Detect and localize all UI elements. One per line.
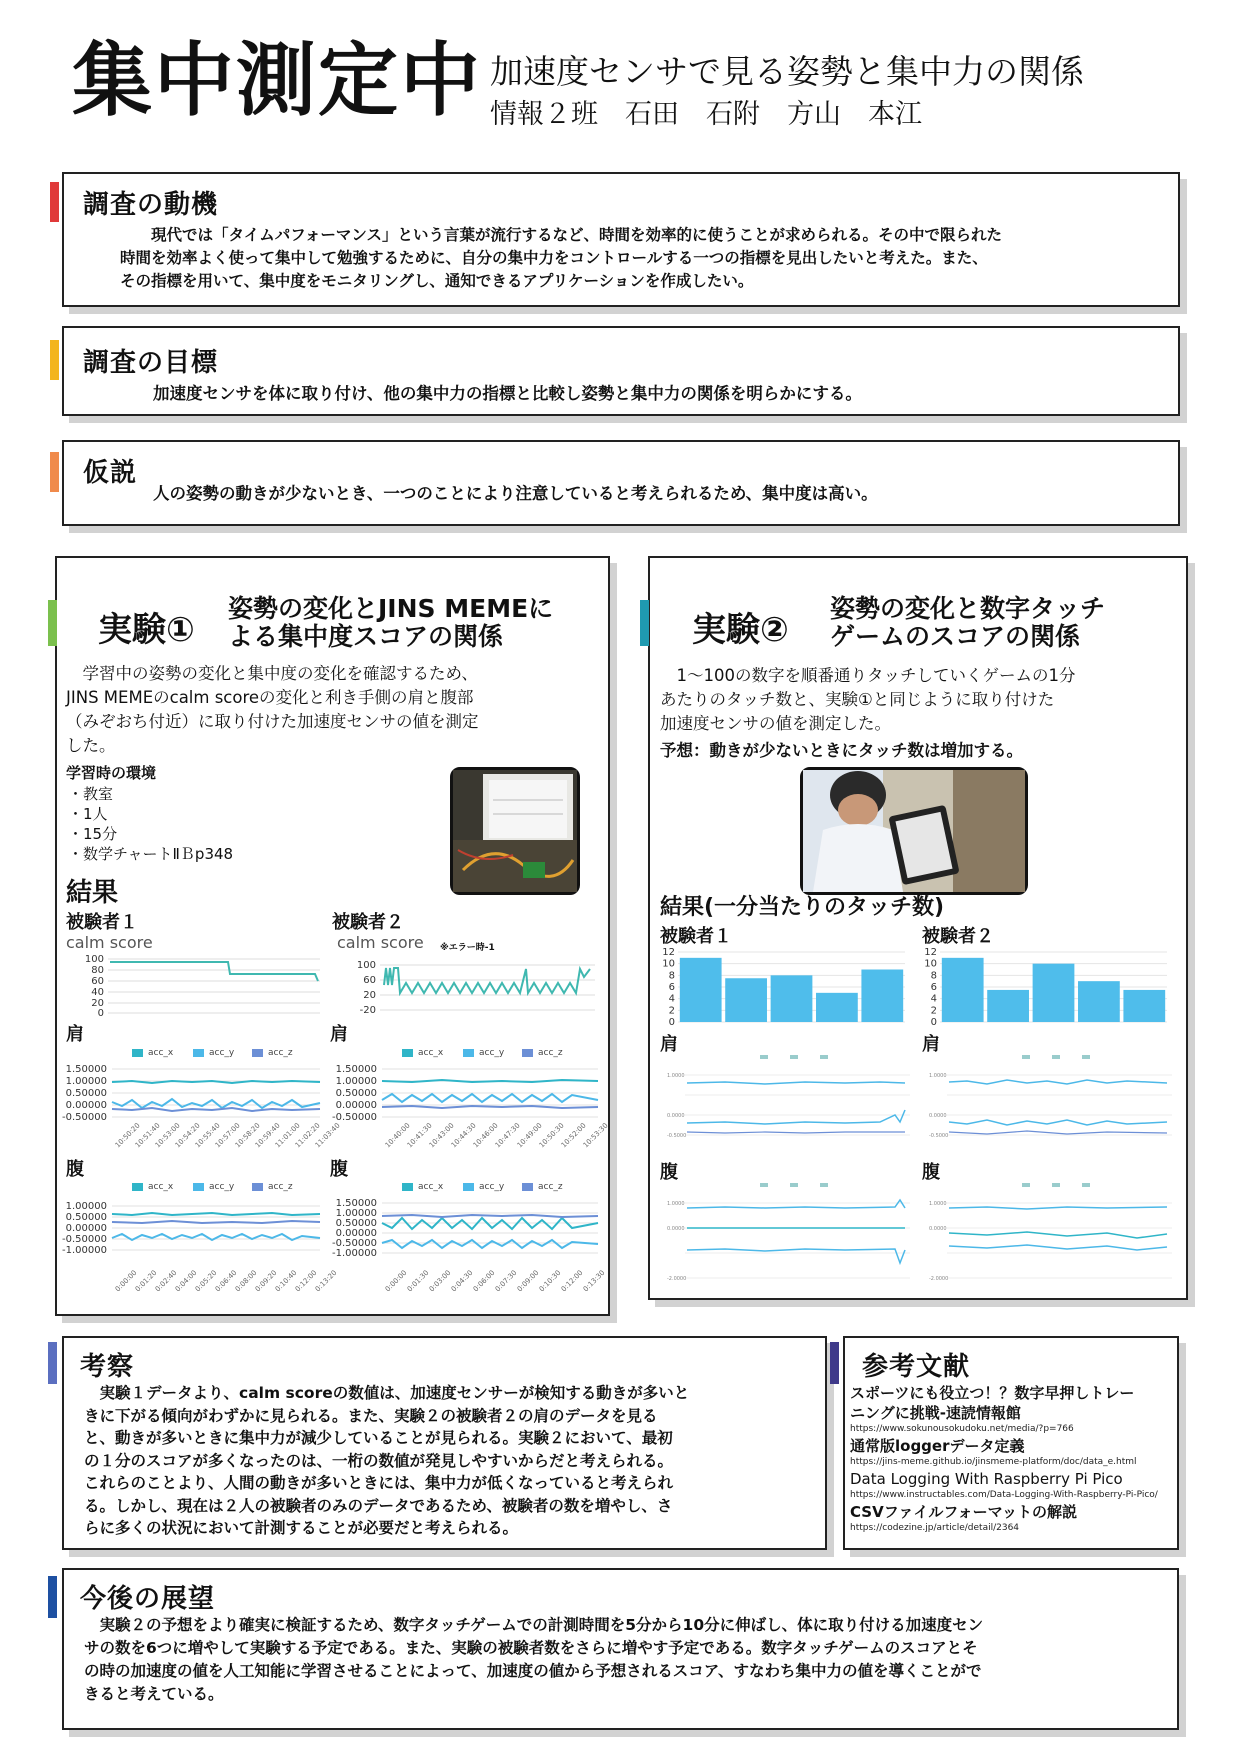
sh1-ytick: 1.50000 xyxy=(65,1064,107,1075)
discussion-title: 考察 xyxy=(80,1352,135,1382)
motivation-text: 現代では「タイムパフォーマンス」という言葉が流行するなど、時間を効率的に使うことが求められる。その中で限られた 時間を効率よく使って集中して勉強するために、自分の集中力をコントロールする一つの指標を見出したいと考えた。また、 その指標を用いて、集中度をモニタリングし、通知できるアプリケーションを作成したい。 xyxy=(120,226,1002,290)
calm1-ytick: 80 xyxy=(91,965,104,976)
touch2-ytick: 12 xyxy=(924,947,937,958)
exp1-env-item: ・15分 xyxy=(68,825,118,843)
svg-text:1.0000: 1.0000 xyxy=(929,1073,947,1079)
sh2-ytick: 0.50000 xyxy=(335,1088,377,1099)
calm2-ytick: 20 xyxy=(363,990,376,1001)
exp2-belly-chart-1 xyxy=(665,1178,915,1290)
exp1-result-label: 結果 xyxy=(66,878,119,908)
svg-text:10:59:40: 10:59:40 xyxy=(253,1121,282,1150)
touch1-ytick: 10 xyxy=(662,958,675,970)
svg-text:11:02:20: 11:02:20 xyxy=(293,1121,322,1150)
sh2-ytick: 1.50000 xyxy=(335,1064,377,1075)
sh2-acc-x xyxy=(382,1080,598,1082)
exp2-accent-bar xyxy=(640,600,649,646)
svg-text:10:44:30: 10:44:30 xyxy=(449,1121,478,1150)
exp2-subject2-label: 被験者２ xyxy=(922,926,994,947)
hypothesis-title: 仮説 xyxy=(83,458,138,488)
exp2-photo xyxy=(800,767,1028,895)
exp1-shoulder-label-2: 肩 xyxy=(330,1024,348,1045)
legend-acc-z: acc_z xyxy=(522,1182,563,1192)
svg-text:0:12:00: 0:12:00 xyxy=(559,1268,585,1294)
bl2-ytick: -1.00000 xyxy=(332,1248,377,1259)
exp2-photo-art xyxy=(803,770,1025,892)
calm1-ytick: 100 xyxy=(84,954,104,965)
reference-url[interactable]: https://www.instructables.com/Data-Logging-With-Raspberry-Pi-Pico/ xyxy=(850,1490,1158,1500)
svg-text:0:07:30: 0:07:30 xyxy=(493,1268,519,1294)
svg-text:0:00:00: 0:00:00 xyxy=(383,1268,409,1294)
touch1-bar-5 xyxy=(861,970,903,1023)
svg-text:10:49:00: 10:49:00 xyxy=(515,1121,544,1150)
sh2-acc-z xyxy=(382,1106,598,1108)
touch2-bar-1 xyxy=(942,958,984,1022)
svg-text:0:09:00: 0:09:00 xyxy=(515,1268,541,1294)
exp2-shoulder-chart-2 xyxy=(927,1050,1177,1165)
sh1-ytick: 1.00000 xyxy=(65,1076,107,1087)
svg-text:0:13:30: 0:13:30 xyxy=(581,1268,607,1294)
goal-accent-bar xyxy=(50,340,59,380)
svg-text:-2.0000: -2.0000 xyxy=(929,1276,949,1282)
svg-text:0.0000: 0.0000 xyxy=(929,1226,947,1232)
touch2-bar-2 xyxy=(987,990,1029,1022)
svg-text:0:04:30: 0:04:30 xyxy=(449,1268,475,1294)
sh2-ytick: 1.00000 xyxy=(335,1076,377,1087)
exp1-subject2-label: 被験者２ xyxy=(332,912,404,933)
references-accent-bar xyxy=(830,1342,839,1384)
discussion-text: 実験１データより、calm scoreの数値は、加速度センサーが検知する動きが多いと きに下がる傾向がわずかに見られる。また、実験２の被験者２の肩のデータを見る と、動きが多いときに集中力が減少していることが見られる。実験２において、最初 の１分のスコアが多くなったのは、一桁の数値が発見しやすいからだと考えられる。 これらのことより、人間の動きが多いときには、集中力が低くなっていると考えられ る。しかし、現在は２人の被験者のみのデータであるため、被験者の数を増やし、さ らに多くの状況において計測することが必要だと考えられる。 xyxy=(84,1384,690,1537)
exp2-subject1-label: 被験者１ xyxy=(660,926,732,947)
svg-text:-0.5000: -0.5000 xyxy=(929,1133,949,1139)
calm1-ytick: 40 xyxy=(91,987,104,998)
legend-acc-z: acc_z xyxy=(252,1048,293,1058)
exp1-photo-art xyxy=(453,770,577,892)
svg-text:0:13:20: 0:13:20 xyxy=(313,1268,339,1294)
svg-text:-2.0000: -2.0000 xyxy=(667,1276,687,1282)
legend-acc-z: acc_z xyxy=(252,1182,293,1192)
svg-text:1.0000: 1.0000 xyxy=(667,1073,685,1079)
svg-text:10:46:00: 10:46:00 xyxy=(471,1121,500,1150)
legend-acc-y: acc_y xyxy=(193,1182,234,1192)
bl2-ytick: -0.50000 xyxy=(332,1238,377,1249)
svg-text:10:50:30: 10:50:30 xyxy=(537,1121,566,1150)
bl1-ytick: 0.00000 xyxy=(65,1223,107,1234)
calm-score-chart-1 xyxy=(70,955,325,1017)
exp1-subject1-label: 被験者１ xyxy=(66,912,138,933)
calm1-line xyxy=(110,962,318,981)
calm2-ytick: -20 xyxy=(359,1005,376,1016)
svg-text:1.0000: 1.0000 xyxy=(667,1201,685,1207)
exp1-env-title: 学習時の環境 xyxy=(66,764,157,782)
svg-text:10:51:40: 10:51:40 xyxy=(133,1121,162,1150)
reference-title: 通常版loggerデータ定義 xyxy=(850,1437,1025,1455)
svg-text:10:55:40: 10:55:40 xyxy=(193,1121,222,1150)
reference-url[interactable]: https://www.sokunousokudoku.net/media/?p=766 xyxy=(850,1424,1074,1434)
sh1-acc-z xyxy=(112,1108,320,1111)
exp2-label: 実験② xyxy=(692,610,789,650)
exp1-belly-chart-1 xyxy=(62,1198,339,1298)
bl1-ytick: -0.50000 xyxy=(62,1234,107,1245)
exp2-belly-label-1: 腹 xyxy=(660,1162,678,1183)
motivation-title: 調査の動機 xyxy=(83,190,219,220)
touch1-bar-1 xyxy=(680,958,722,1022)
svg-text:0:01:30: 0:01:30 xyxy=(405,1268,431,1294)
motivation-accent-bar xyxy=(50,182,59,222)
svg-text:10:53:30: 10:53:30 xyxy=(581,1121,610,1150)
calm1-yticks xyxy=(85,954,104,1019)
exp2-shoulder-label-2: 肩 xyxy=(922,1034,940,1055)
svg-text:10:43:00: 10:43:00 xyxy=(427,1121,456,1150)
legend-acc-x: acc_x xyxy=(402,1182,443,1192)
touch1-ytick: 8 xyxy=(668,970,675,982)
legend-acc-y: acc_y xyxy=(463,1182,504,1192)
legend-acc-x: acc_x xyxy=(132,1048,173,1058)
svg-text:0.0000: 0.0000 xyxy=(667,1113,685,1119)
sh1-acc-y xyxy=(112,1099,320,1108)
reference-url[interactable]: https://jins-meme.github.io/jinsmeme-platform/doc/data_e.html xyxy=(850,1457,1137,1467)
bl2-ytick: 0.50000 xyxy=(335,1218,377,1229)
calm1-ytick: 20 xyxy=(91,998,104,1009)
sh2-ytick: -0.50000 xyxy=(332,1112,377,1123)
svg-text:0:10:40: 0:10:40 xyxy=(273,1268,299,1294)
svg-text:0.0000: 0.0000 xyxy=(929,1113,947,1119)
touch2-ytick: 0 xyxy=(930,1017,937,1028)
svg-text:0:04:00: 0:04:00 xyxy=(173,1268,199,1294)
touch1-ytick: 12 xyxy=(662,947,675,958)
svg-text:10:40:00: 10:40:00 xyxy=(383,1121,412,1150)
outlook-text: 実験２の予想をより確実に検証するため、数字タッチゲームでの計測時間を5分から10分に伸ばし、体に取り付ける加速度セン サの数を6つに増やして実験する予定である。また、実験の被験者数をさらに増やす予定である。数字タッチゲームのスコアとそ の時の加速度の値を人工知能に学習させることによって、加速度の値から予想されるスコア、すなわち集中力の値を導くことがで きると考えている。 xyxy=(84,1616,984,1703)
error-note: ※エラー時-1 xyxy=(440,943,495,953)
discussion-accent-bar xyxy=(48,1342,57,1384)
touch1-bar-2 xyxy=(725,978,767,1022)
sh1-ytick: 0.50000 xyxy=(65,1088,107,1099)
outlook-title: 今後の展望 xyxy=(80,1584,216,1614)
touch1-ytick: 6 xyxy=(668,982,675,993)
svg-text:10:57:00: 10:57:00 xyxy=(213,1121,242,1150)
references-title: 参考文献 xyxy=(862,1352,971,1382)
exp1-env-item: ・教室 xyxy=(68,785,114,803)
touch2-ytick: 4 xyxy=(930,993,937,1005)
svg-text:1.0000: 1.0000 xyxy=(929,1201,947,1207)
bl2-ytick: 1.50000 xyxy=(335,1198,377,1209)
touch2-ytick: 2 xyxy=(930,1005,937,1017)
svg-text:-0.5000: -0.5000 xyxy=(667,1133,687,1139)
exp1-belly-label-2: 腹 xyxy=(330,1159,348,1180)
hypothesis-text: 人の姿勢の動きが少ないとき、一つのことにより注意していると考えられるため、集中度は高い。 xyxy=(120,484,878,503)
exp2-belly-label-2: 腹 xyxy=(922,1162,940,1183)
exp2-shoulder-label-1: 肩 xyxy=(660,1034,678,1055)
touch2-ytick: 8 xyxy=(930,970,937,982)
bl2-acc-y xyxy=(382,1240,598,1248)
touch1-bar-3 xyxy=(771,975,813,1022)
touch2-bar-5 xyxy=(1123,990,1165,1022)
hypothesis-accent-bar xyxy=(50,452,59,492)
reference-title: Data Logging With Raspberry Pi Pico xyxy=(850,1470,1123,1488)
exp1-shoulder-chart-2 xyxy=(332,1062,610,1154)
calm-score-chart-2 xyxy=(340,955,600,1017)
exp1-shoulder-chart-1 xyxy=(62,1062,342,1154)
svg-text:10:41:30: 10:41:30 xyxy=(405,1121,434,1150)
touch2-bar-4 xyxy=(1078,981,1120,1022)
outlook-accent-bar xyxy=(48,1576,57,1618)
exp1-shoulder-label-1: 肩 xyxy=(66,1024,84,1045)
svg-text:0:12:00: 0:12:00 xyxy=(293,1268,319,1294)
svg-text:10:47:30: 10:47:30 xyxy=(493,1121,522,1150)
bl2-ytick: 1.00000 xyxy=(335,1208,377,1219)
exp2-prediction: 予想：動きが少ないときにタッチ数は増加する。 xyxy=(660,741,1023,760)
bl2-ytick: 0.00000 xyxy=(335,1228,377,1239)
reference-url[interactable]: https://codezine.jp/article/detail/2364 xyxy=(850,1523,1020,1533)
exp1-accent-bar xyxy=(48,600,57,646)
bl1-acc-x xyxy=(112,1213,320,1215)
touch1-ytick: 4 xyxy=(668,993,675,1005)
bl1-ytick: -1.00000 xyxy=(62,1245,107,1256)
exp1-title: 姿勢の変化とJINS MEMEに よる集中度スコアの関係 xyxy=(228,594,554,651)
exp2-shoulder-chart-1 xyxy=(665,1050,915,1165)
exp2-belly-chart-2 xyxy=(927,1178,1177,1290)
touch1-bar-4 xyxy=(816,993,858,1022)
calm-score-label-2: calm score xyxy=(337,933,424,952)
svg-text:0.0000: 0.0000 xyxy=(667,1226,685,1232)
legend-acc-x: acc_x xyxy=(402,1048,443,1058)
svg-text:10:54:20: 10:54:20 xyxy=(173,1121,202,1150)
legend-acc-y: acc_y xyxy=(463,1048,504,1058)
touch2-bar-3 xyxy=(1033,964,1075,1022)
exp2-title: 姿勢の変化と数字タッチ ゲームのスコアの関係 xyxy=(830,594,1106,651)
legend-acc-x: acc_x xyxy=(132,1182,173,1192)
subtitle: 加速度センサで見る姿勢と集中力の関係 xyxy=(490,52,1084,91)
bl2-acc-z xyxy=(382,1215,598,1217)
calm1-ytick: 0 xyxy=(97,1008,104,1019)
bl1-ytick: 1.00000 xyxy=(65,1201,107,1212)
sh2-acc-y xyxy=(382,1094,598,1102)
svg-text:0:09:20: 0:09:20 xyxy=(253,1268,279,1294)
sh1-ytick: -0.50000 xyxy=(62,1112,107,1123)
legend-acc-y: acc_y xyxy=(193,1048,234,1058)
svg-text:0:06:40: 0:06:40 xyxy=(213,1268,239,1294)
authors: 情報２班 石田 石附 方山 本江 xyxy=(490,99,922,130)
exp2-text: 1〜100の数字を順番通りタッチしていくゲームの1分 あたりのタッチ数と、実験①と同じように取り付けた 加速度センサの値を測定した。 xyxy=(660,666,1076,733)
exp1-belly-label-1: 腹 xyxy=(66,1159,84,1180)
bl1-ytick: 0.50000 xyxy=(65,1212,107,1223)
calm-score-label-1: calm score xyxy=(66,933,153,952)
calm1-ytick: 60 xyxy=(91,976,104,987)
svg-text:10:53:00: 10:53:00 xyxy=(153,1121,182,1150)
svg-text:0:00:00: 0:00:00 xyxy=(113,1268,139,1294)
touch2-ytick: 10 xyxy=(924,958,937,970)
svg-text:10:50:20: 10:50:20 xyxy=(113,1121,142,1150)
touch1-ytick: 2 xyxy=(668,1005,675,1017)
exp1-text: 学習中の姿勢の変化と集中度の変化を確認するため、 JINS MEMEのcalm scoreの変化と利き手側の肩と腹部 （みぞおち付近）に取り付けた加速度センサの値を測定 した。 xyxy=(66,664,479,755)
reference-title: CSVファイルフォーマットの解説 xyxy=(850,1503,1078,1521)
exp1-env-item: ・数学チャートⅡＢp348 xyxy=(68,845,234,863)
sh1-acc-x xyxy=(112,1081,320,1083)
svg-text:11:01:00: 11:01:00 xyxy=(273,1121,302,1150)
exp1-photo xyxy=(450,767,580,895)
exp1-belly-chart-2 xyxy=(332,1198,607,1298)
main-title: 集中測定中 xyxy=(72,34,482,127)
touch-bar-chart-1 xyxy=(660,948,910,1028)
svg-text:10:58:20: 10:58:20 xyxy=(233,1121,262,1150)
svg-text:0:10:30: 0:10:30 xyxy=(537,1268,563,1294)
svg-text:0:08:00: 0:08:00 xyxy=(233,1268,259,1294)
svg-text:0:06:00: 0:06:00 xyxy=(471,1268,497,1294)
exp2-result-label: 結果(一分当たりのタッチ数) xyxy=(660,895,945,920)
svg-text:10:52:00: 10:52:00 xyxy=(559,1121,588,1150)
svg-text:0:05:20: 0:05:20 xyxy=(193,1268,219,1294)
exp1-env-item: ・1人 xyxy=(68,805,108,823)
touch-bar-chart-2 xyxy=(922,948,1172,1028)
bl1-acc-z xyxy=(112,1221,320,1223)
calm2-ytick: 60 xyxy=(363,975,376,986)
reference-list xyxy=(850,1383,1175,1535)
legend-acc-z: acc_z xyxy=(522,1048,563,1058)
touch2-ytick: 6 xyxy=(930,982,937,993)
touch1-ytick: 0 xyxy=(668,1017,675,1028)
svg-text:0:01:20: 0:01:20 xyxy=(133,1268,159,1294)
calm2-ytick: 100 xyxy=(356,960,376,971)
goal-title: 調査の目標 xyxy=(83,348,219,378)
exp1-label: 実験① xyxy=(98,610,195,650)
svg-text:11:03:40: 11:03:40 xyxy=(313,1121,342,1150)
reference-title: スポーツにも役立つ！？数字早押しトレー ニングに挑戦-速読情報館 xyxy=(850,1384,1135,1422)
svg-text:0:02:40: 0:02:40 xyxy=(153,1268,179,1294)
goal-text: 加速度センサを体に取り付け、他の集中力の指標と比較し姿勢と集中力の関係を明らかにする。 xyxy=(120,384,862,403)
sh1-ytick: 0.00000 xyxy=(65,1100,107,1111)
svg-text:0:03:00: 0:03:00 xyxy=(427,1268,453,1294)
sh2-ytick: 0.00000 xyxy=(335,1100,377,1111)
